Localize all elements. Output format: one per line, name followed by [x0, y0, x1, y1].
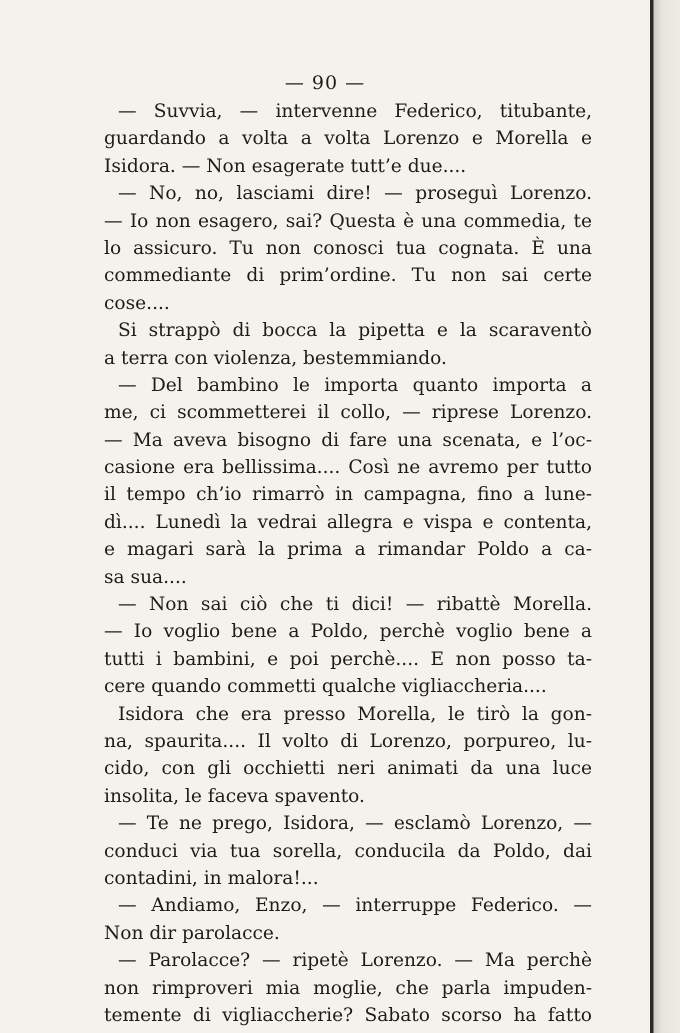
text-line: non rimproveri mia moglie, che parla impuden- — [104, 977, 592, 999]
text-line: sa sua.... — [104, 566, 187, 588]
text-line: cere quando commetti qualche vigliaccheria.... — [104, 676, 547, 698]
text-line: Isidora. — Non esagerate tutt’e due.... — [104, 155, 467, 177]
text-line: e magari sarà la prima a rimandar Poldo a ca- — [104, 539, 592, 561]
text-line: — Ma aveva bisogno di fare una scenata, e l’oc- — [104, 429, 592, 451]
text-line: Non dir parolacce. — [104, 922, 280, 944]
text-line: contadini, in malora!... — [104, 867, 319, 889]
text-line: — Non sai ciò che ti dici! — ribattè Morella. — [118, 594, 592, 616]
text-line: — Suvvia, — intervenne Federico, titubante, — [118, 101, 592, 122]
text-line: il tempo ch’io rimarrò in campagna, fino a lune- — [104, 484, 592, 506]
text-line: Isidora che era presso Morella, le tirò la gon- — [118, 703, 592, 725]
text-line: — Del bambino le importa quanto importa a — [118, 374, 592, 396]
text-line: lo assicuro. Tu non conosci tua cognata. È una — [104, 237, 592, 259]
text-line: guardando a volta a volta Lorenzo e Morella e — [104, 128, 592, 150]
text-line: commediante di prim’ordine. Tu non sai certe — [104, 265, 592, 287]
text-line: dì.... Lunedì la vedrai allegra e vispa e contenta, — [104, 511, 592, 533]
text-line: temente di vigliaccherie? Sabato scorso ha fatto — [104, 1004, 592, 1026]
text-line: tutti i bambini, e poi perchè.... E non posso ta- — [104, 648, 592, 670]
text-line: conduci via tua sorella, conducila da Poldo, dai — [104, 840, 592, 862]
text-line: — Andiamo, Enzo, — interruppe Federico. — — [118, 895, 592, 917]
page-edge-shadow — [650, 0, 680, 1033]
text-line: insolita, le faceva spavento. — [104, 785, 365, 807]
page-number: — 90 — — [284, 72, 366, 94]
text-line: — Te ne prego, Isidora, — esclamò Lorenzo, — — [118, 813, 592, 835]
text-line: na, spaurita.... Il volto di Lorenzo, porpureo, lu- — [104, 730, 592, 752]
text-line: Si strappò di bocca la pipetta e la scaraventò — [118, 320, 592, 342]
text-line: cido, con gli occhietti neri animati da una luce — [104, 758, 592, 780]
page-text — [104, 98, 592, 1029]
text-line: casione era bellissima.... Così ne avremo per tutto — [104, 457, 592, 479]
text-line: — Io non esagero, sai? Questa è una commedia, te — [104, 210, 592, 232]
text-line: me, ci scommetterei il collo, — riprese Lorenzo. — [104, 402, 592, 424]
text-line: cose.... — [104, 292, 170, 314]
text-line: — Io voglio bene a Poldo, perchè voglio bene a — [104, 621, 592, 643]
text-line: — Parolacce? — ripetè Lorenzo. — Ma perchè — [118, 950, 592, 972]
text-line: — No, no, lasciami dire! — proseguì Lorenzo. — [118, 183, 592, 205]
text-line: a terra con violenza, bestemmiando. — [104, 347, 447, 369]
